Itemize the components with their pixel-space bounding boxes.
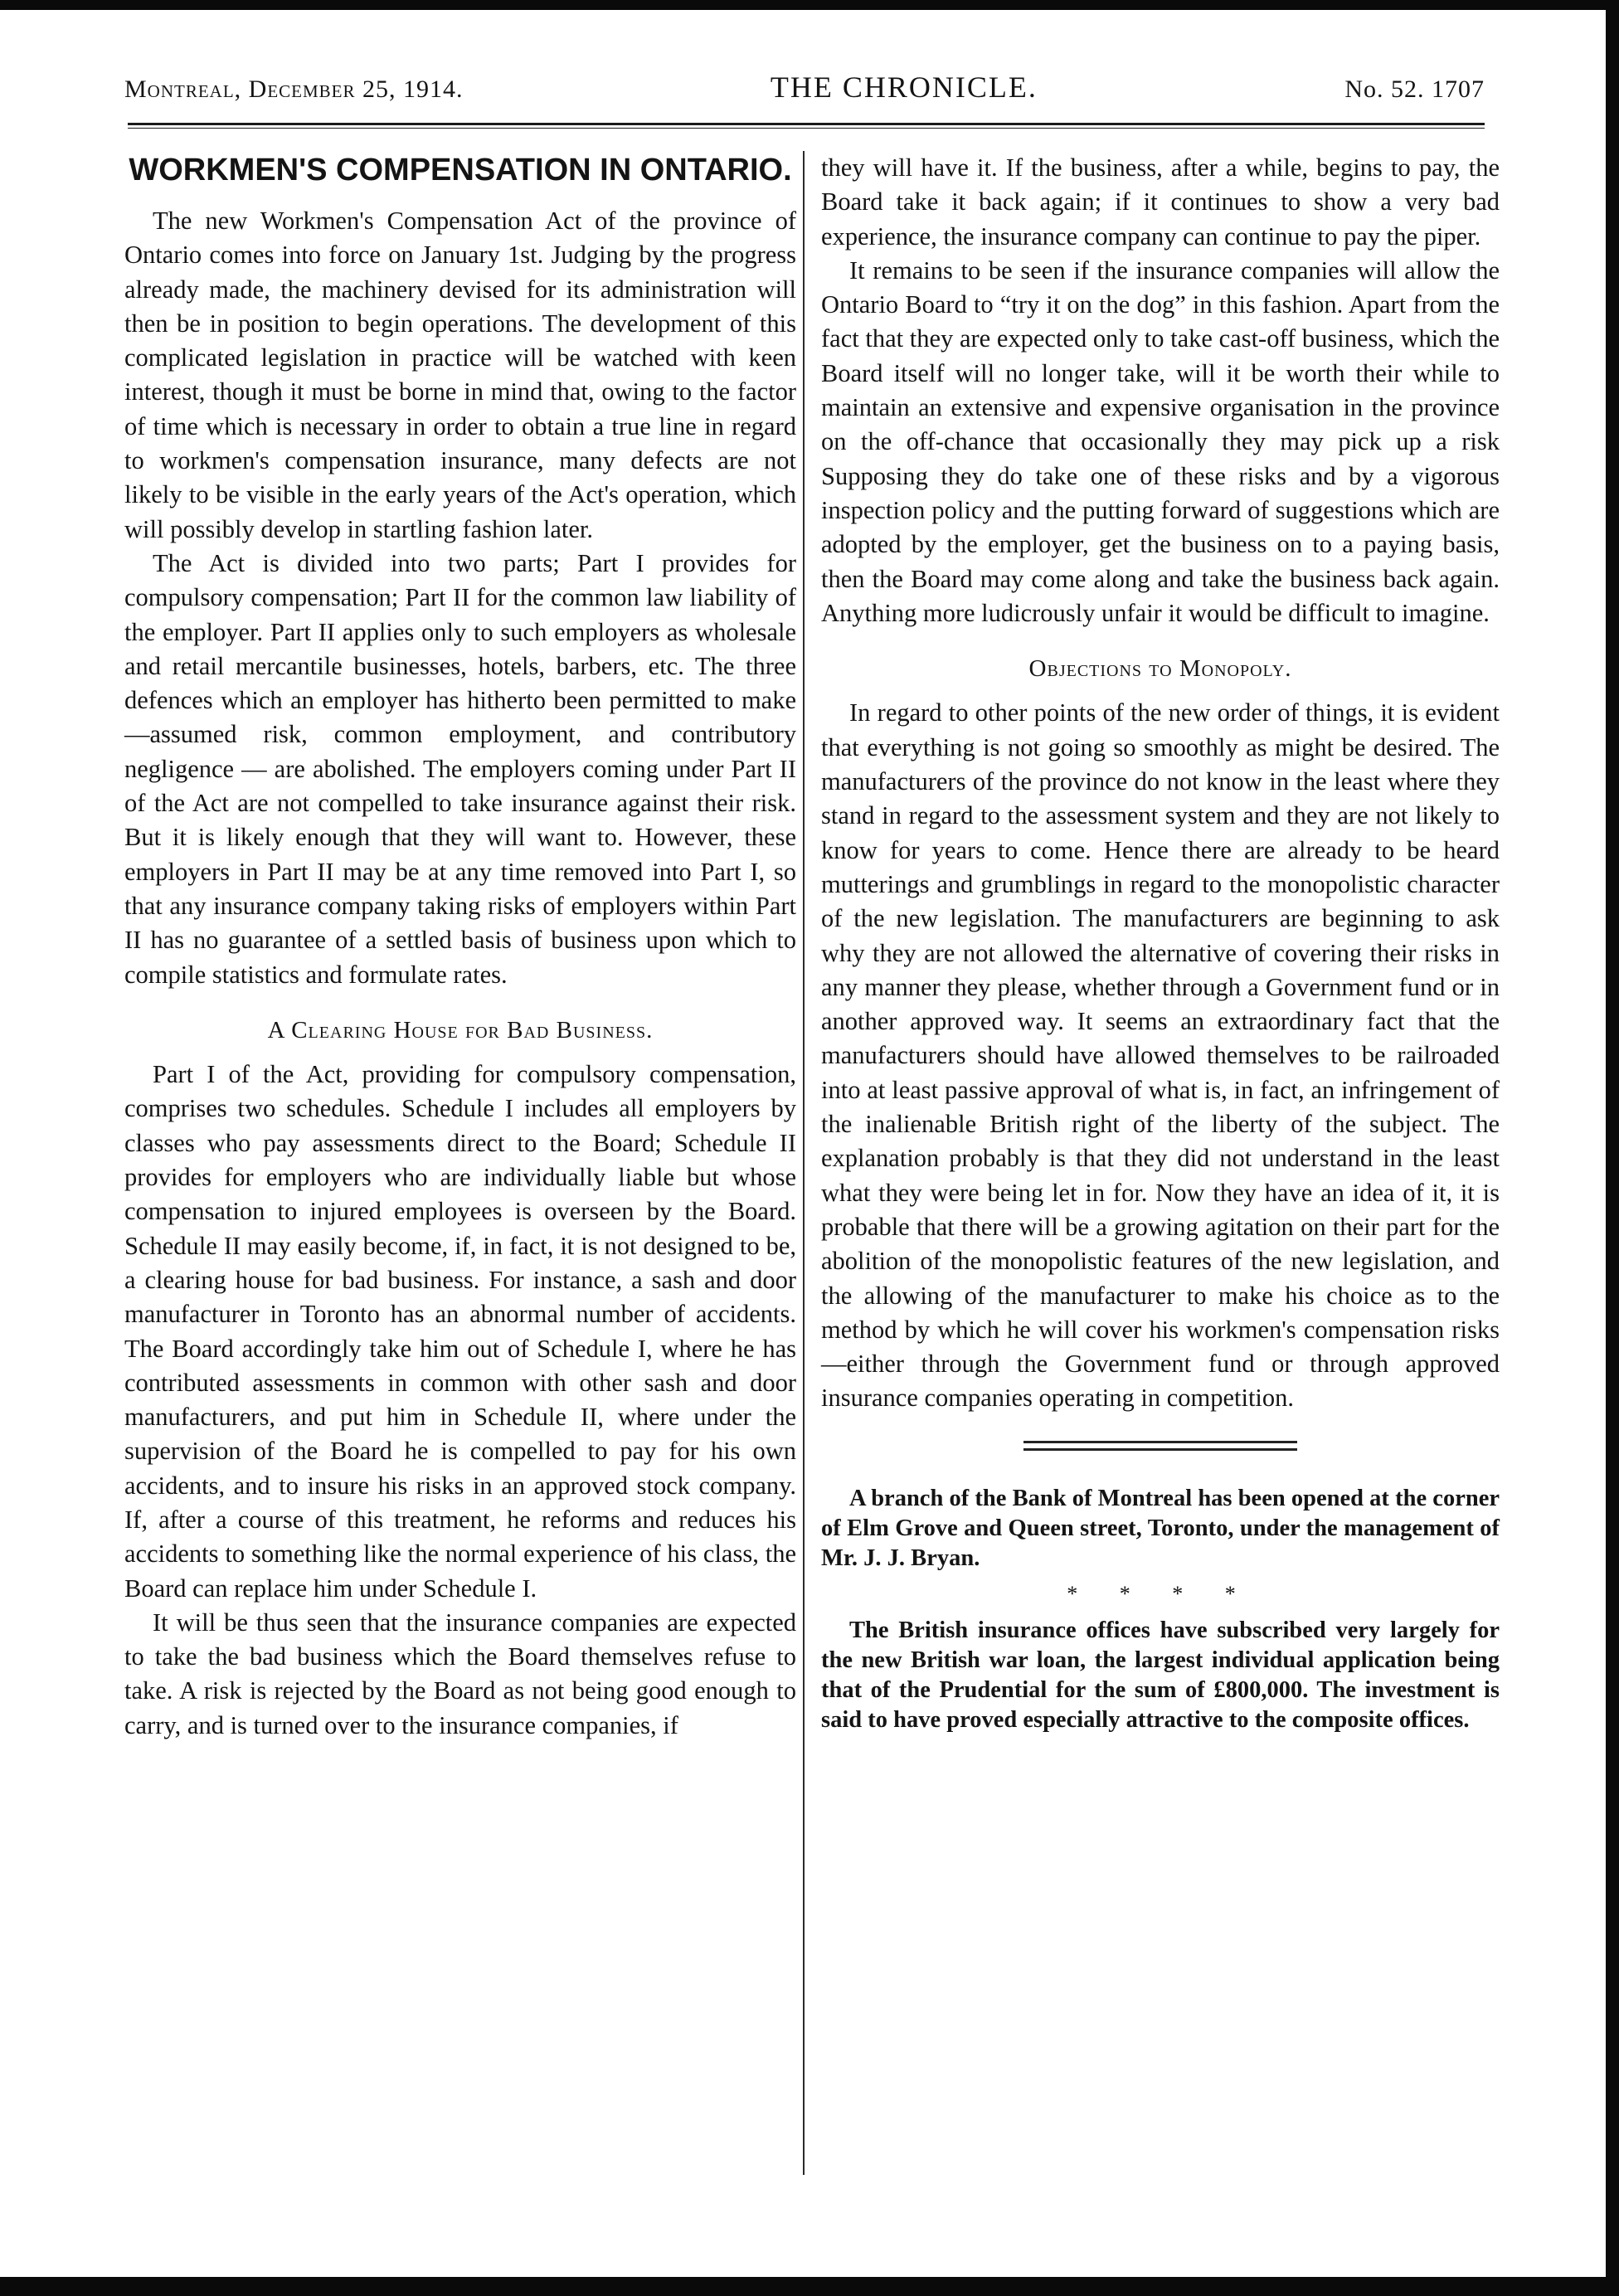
article-paragraph-1: The new Workmen's Compensation Act of the province of Ontario comes into force on January 1st. Judging by the progress already made, the machinery devised for its administration will then be in position to begin operations. The development of this complicated legislation in practice will be watched with keen interest, though it must be borne in mind that, owing to the factor of time which is necessary in order to obtain a true line in regard to workmen's compensation insurance, many defects are not likely to be visible in the early years of the Act's operation, which will possibly develop in startling fashion later. xyxy=(124,207,796,543)
running-head xyxy=(124,70,1485,113)
article-paragraph-3: Part I of the Act, providing for compulsory compensation, comprises two schedules. Schedule I includes all employers by classes who pay assessments direct to the Board; Schedule II provides for employers who are individually liable but whose compensation to injured employees is overseen by the Board. Schedule II may easily become, if, in fact, it is not designed to be, a clearing house for bad business. For instance, a sash and door manufacturer in Toronto has an abnormal number of accidents. The Board accordingly take him out of Schedule I, where he has contributed assessments in common with other sash and door manufacturers, and put him in Schedule II, where under the supervision of the Board he is compelled to pay for his own accidents, and to insure his risks in an approved stock company. If, after a course of this treatment, he reforms and reduces his accidents to something like the normal experience of his class, the Board can replace him under Schedule I. xyxy=(124,1060,796,1603)
section-heading-monopoly: Objections to Monopoly. xyxy=(1028,655,1292,683)
header-publication: THE CHRONICLE. xyxy=(770,71,1038,104)
section-heading-clearing-house: A Clearing House for Bad Business. xyxy=(267,1016,654,1043)
header-rule-thin xyxy=(128,128,1485,129)
article-title: WORKMEN'S COMPENSATION IN ONTARIO. xyxy=(129,153,792,187)
article-paragraph-6: In regard to other points of the new order of things, it is evident that everything is not going so smoothly as might be desired. The manufacturers of the province do not know in the least where they stand in regard to the assessment system and they are not likely to know for years to come. Hence there are already to be heard mutterings and grumblings in regard to the monopolistic character of the new legislation. The manufacturers are beginning to ask why they are not allowed the alternative of covering their risks in any manner they please, whether through a Government fund or in another approved way. It seems an extraordinary fact that the manufacturers should have allowed themselves to be railroaded into at least passive approval of what is, in fact, an infringement of the inalienable British right of the liberty of the subject. The explanation probably is that they did not understand in the least what they were being let in for. Now they have an idea of it, it is probable that there will be a growing agitation on their part for the abolition of the monopolistic features of the new legislation, and the allowing of the manufacturer to make his choice as to the method by which he will cover his workmen's compensation risks—either through the Government fund or through approved insurance companies operating in competition. xyxy=(821,698,1500,1413)
right-column xyxy=(821,151,1500,1735)
article-continuation: they will have it. If the business, after a while, begins to pay, the Board take it back again; if it continues to show a very bad experience, the insurance company can continue to pay the piper. xyxy=(821,153,1500,251)
note-separator: * * * * xyxy=(1067,1581,1254,1606)
article-paragraph-2: The Act is divided into two parts; Part I provides for compulsory compensation; Part II for the common law liability of the employer. Part II applies only to such employers as wholesale and retail mercantile businesses, hotels, barbers, etc. The three defences which an employer has hitherto been permitted to make—assumed risk, common employment, and contributory negligence — are abolished. The employers coming under Part II of the Act are not compelled to take insurance against their risk. But it is likely enough that they will want to. However, these employers in Part II may be at any time removed into Part I, so that any insurance company taking risks of employers within Part II has no guarantee of a settled basis of business upon which to compile statistics and formulate rates. xyxy=(124,548,796,989)
header-page-number: No. 52. 1707 xyxy=(1344,75,1485,103)
left-column xyxy=(124,151,796,1743)
news-notes xyxy=(821,1484,1500,1735)
note-british-war-loan: The British insurance offices have subscribed very largely for the new British war loan, the largest individual application being that of the Prudential for the sum of £800,000. The investment is said to have proved especially attractive to the composite offices. xyxy=(821,1617,1500,1733)
header-rule xyxy=(128,123,1485,125)
header-date: Montreal, December 25, 1914. xyxy=(124,75,464,103)
column-divider xyxy=(803,151,805,2175)
section-separator-rule xyxy=(1023,1441,1297,1451)
article-paragraph-5: It remains to be seen if the insurance companies will allow the Ontario Board to “try it on the dog” in this fashion. Apart from the fact that they are expected only to take cast-off business, which the Board itself will no longer take, will it be worth their while to maintain an extensive and expensive organisation in the province on the off-chance that occasionally they may pick up a risk Supposing they do take one of these risks and by a vigorous inspection policy and the putting forward of suggestions which are adopted by the employer, get the business on to a paying basis, then the Board may come along and take the business back again. Anything more ludicrously unfair it would be difficult to imagine. xyxy=(821,255,1500,627)
scan-border-top xyxy=(0,0,1619,10)
scan-border-bottom xyxy=(0,2277,1619,2296)
note-bank-of-montreal: A branch of the Bank of Montreal has been opened at the corner of Elm Grove and Queen street, Toronto, under the management of Mr. J. J. Bryan. xyxy=(821,1485,1500,1571)
article-paragraph-4: It will be thus seen that the insurance companies are expected to take the bad business which the Board themselves refuse to take. A risk is rejected by the Board as not being good enough to carry, and is turned over to the insurance companies, if xyxy=(124,1608,796,1739)
scan-border-right xyxy=(1606,0,1619,2296)
